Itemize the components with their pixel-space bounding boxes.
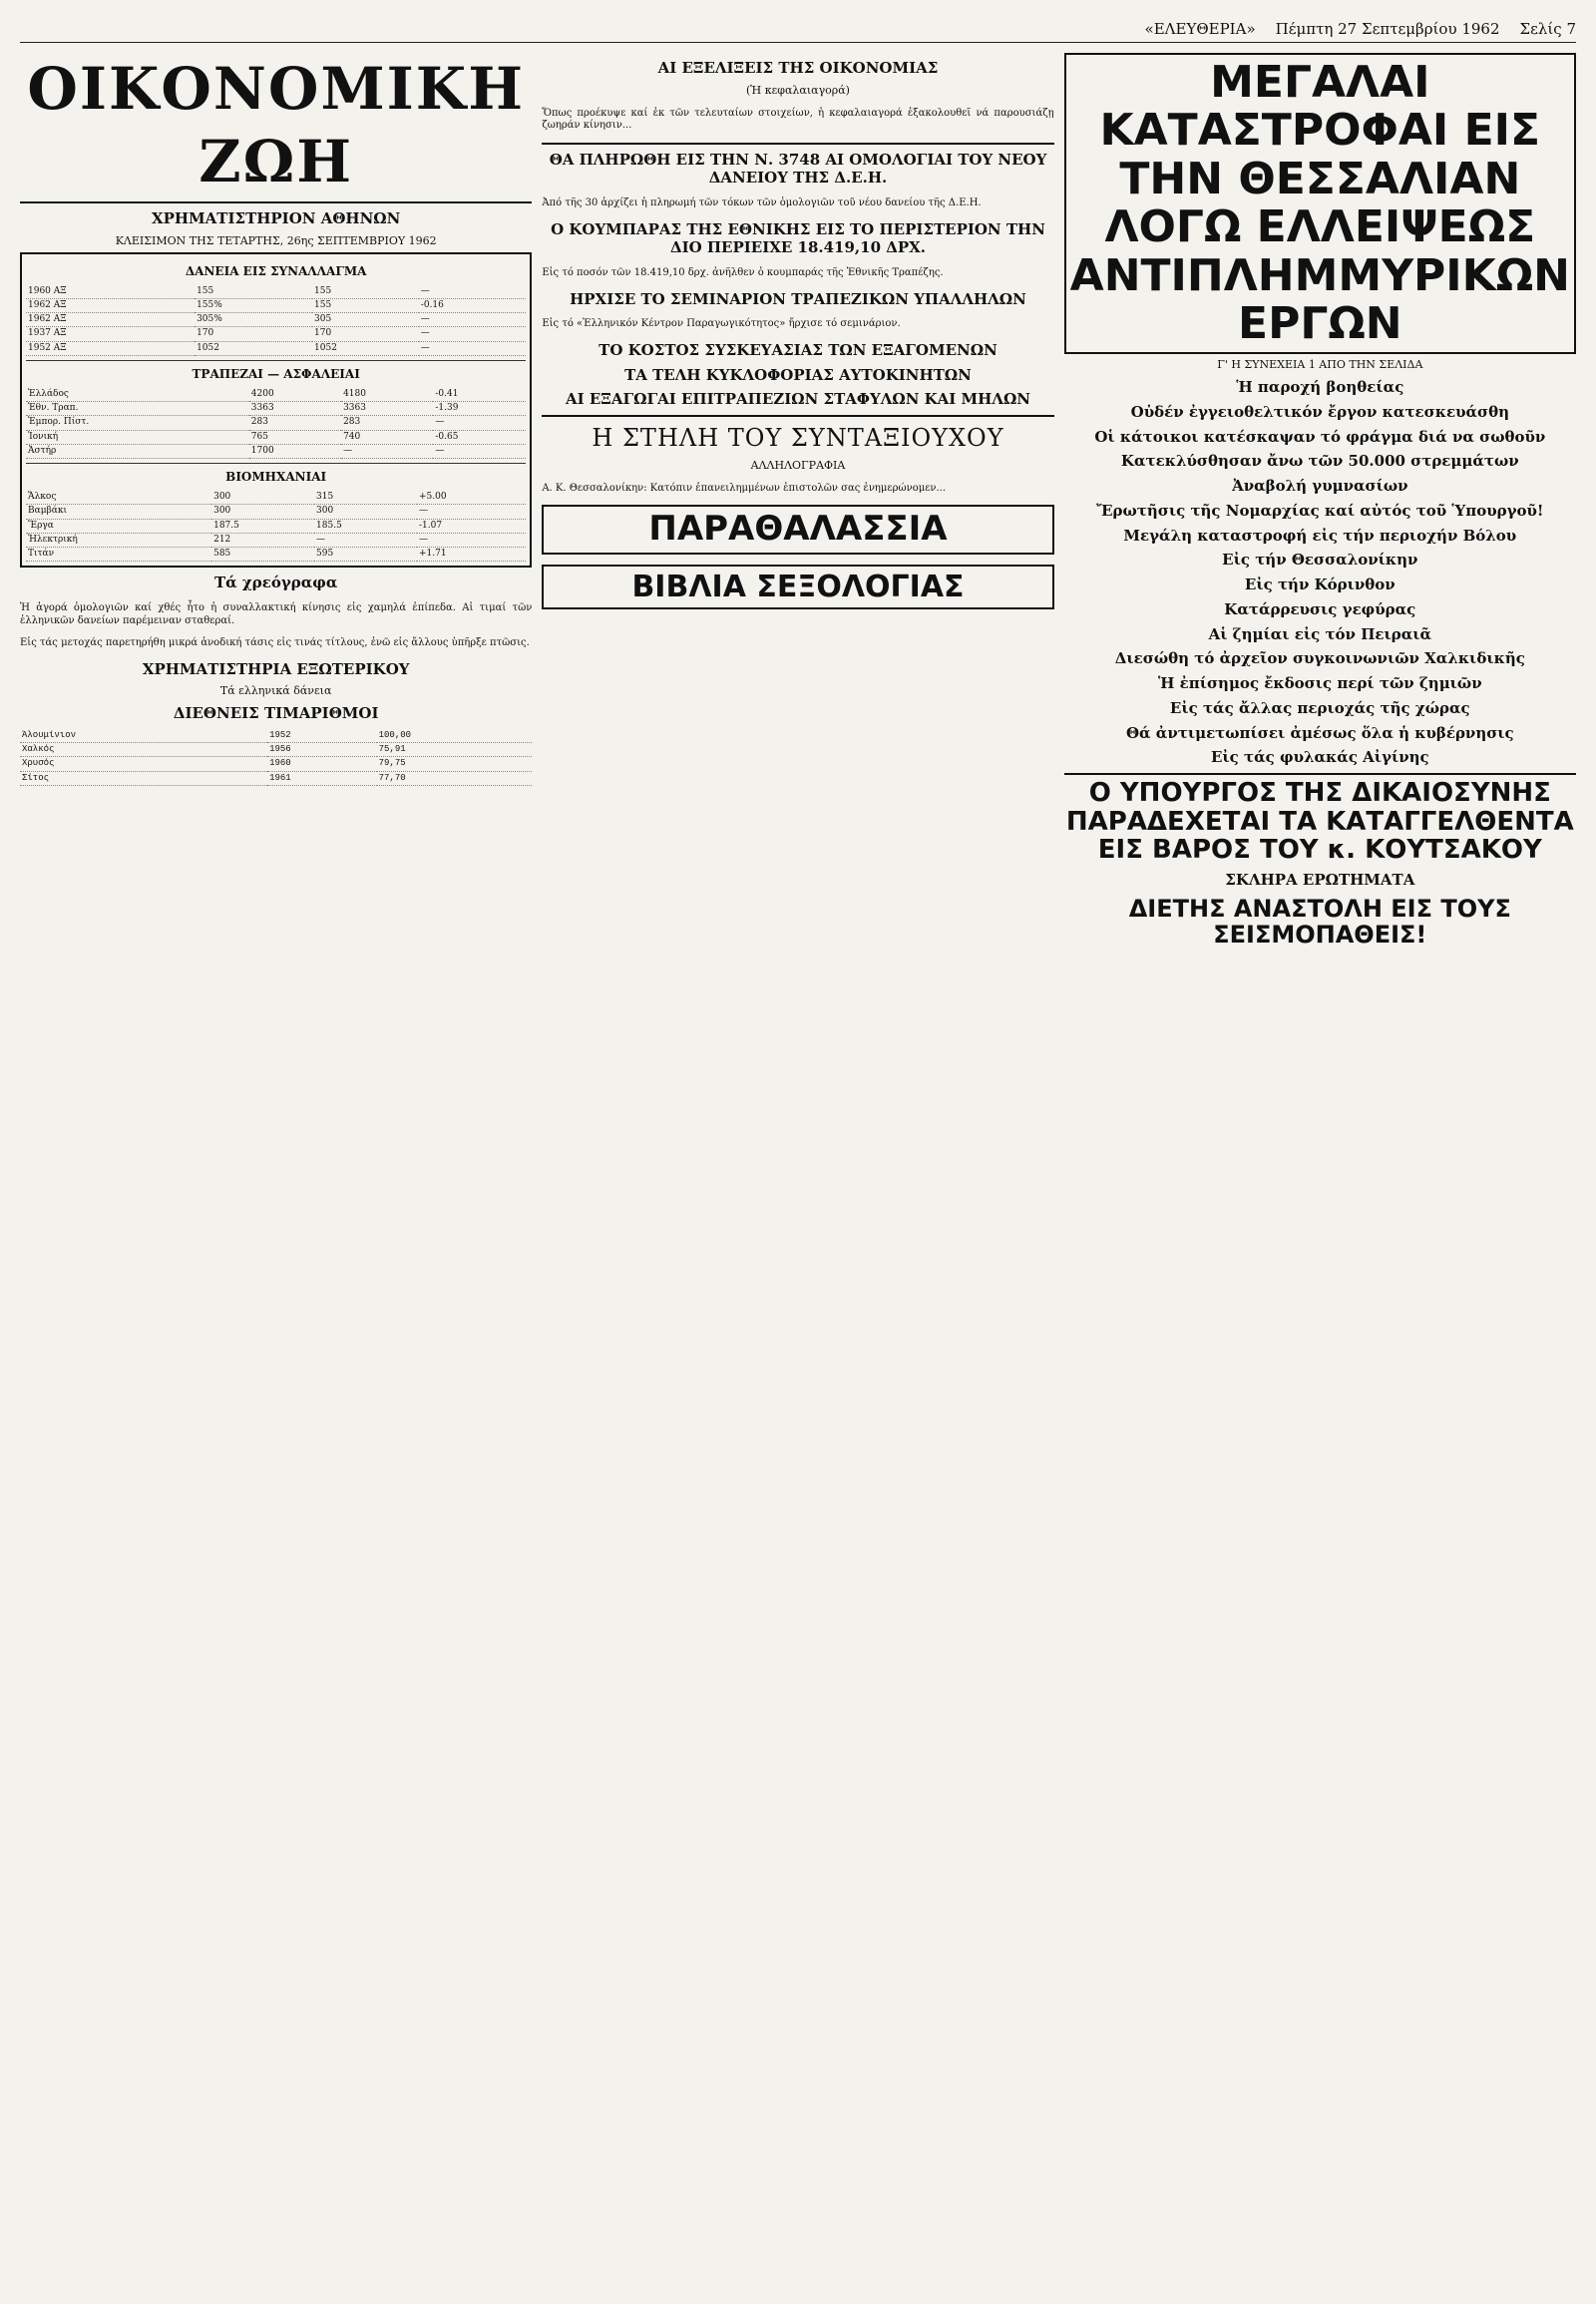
- exchange-tables: [20, 252, 532, 569]
- international-index-title: ΔΙΕΘΝΕΙΣ ΤΙΜΑΡΙΘΜΟΙ: [173, 704, 379, 722]
- sub-government: Θά ἀντιμετωπίσει ἀμέσως ὅλα ἡ κυβέρνησις: [1125, 723, 1514, 742]
- story-piggybank: Ο ΚΟΥΜΠΑΡΑΣ ΤΗΣ ΕΘΝΙΚΗΣ ΕΙΣ ΤΟ ΠΕΡΙΣΤΕΡΙΟΝ ΤΗΝ ΔΙΟ ΠΕΡΙΕΙΧΕ 18.419,10 ΔΡΧ.: [551, 219, 1045, 257]
- earthquake-headline: ΔΙΕΤΗΣ ΑΝΑΣΤΟΛΗ ΕΙΣ ΤΟΥΣ ΣΕΙΣΜΟΠΑΘΕΙΣ!: [1128, 894, 1511, 950]
- justice-headline: Ο ΥΠΟΥΡΓΟΣ ΤΗΣ ΔΙΚΑΙΟΣΥΝΗΣ ΠΑΡΑΔΕΧΕΤΑΙ ΤΑ ΚΑΤΑΓΓΕΛΘΕΝΤΑ ΕΙΣ ΒΑΡΟΣ ΤΟΥ κ. ΚΟΥΤΣΑΚΟΥ: [1065, 778, 1574, 866]
- column-title: ΑΙ ΕΞΕΛΙΞΕΙΣ ΤΗΣ ΟΙΚΟΝΟΜΙΑΣ: [657, 59, 939, 77]
- foreign-exchange-title: ΧΡΗΜΑΤΙΣΤΗΡΙΑ ΕΞΩΤΕΡΙΚΟΥ: [142, 659, 410, 678]
- issue-date: Πέμπτη 27 Σεπτεμβρίου 1962: [1275, 20, 1500, 38]
- page-number: Σελίς 7: [1519, 20, 1576, 38]
- sub-volos: Μεγάλη καταστροφή εἰς τήν περιοχήν Βόλου: [1123, 526, 1517, 545]
- continued-from: Γ' Η ΣΥΝΕΧΕΙΑ 1 ΑΠΟ ΤΗΝ ΣΕΛΙΔΑ: [1217, 358, 1423, 372]
- story-grapes-apples: ΑΙ ΕΞΑΓΩΓΑΙ ΕΠΙΤΡΑΠΕΖΙΩΝ ΣΤΑΦΥΛΩΝ ΚΑΙ ΜΗΛΩΝ: [565, 390, 1031, 409]
- sub-archive: Διεσώθη τό ἀρχεῖον συγκοινωνιῶν Χαλκιδικῆς: [1114, 649, 1525, 668]
- ad-paralia: ΠΑΡΑΘΑΛΑΣΣΙΑ: [648, 509, 948, 550]
- main-headline-box: [1064, 53, 1576, 354]
- section-title: ΟΙΚΟΝΟΜΙΚΗ ΖΩΗ: [27, 55, 525, 195]
- story-packaging: ΤΟ ΚΟΣΤΟΣ ΣΥΣΚΕΥΑΣΙΑΣ ΤΩΝ ΕΞΑΓΟΜΕΝΩΝ: [598, 340, 998, 359]
- right-column: [1064, 53, 1576, 2247]
- sub-piraeus: Αἱ ζημίαι εἰς τόν Πειραιᾶ: [1208, 624, 1432, 643]
- header-bar: [20, 20, 1576, 43]
- banks-table-title: ΤΡΑΠΕΖΑΙ — ΑΣΦΑΛΕΙΑΙ: [192, 366, 360, 381]
- column-sub: (Ἡ κεφαλαιαγορά): [746, 83, 850, 97]
- paper-name: «ΕΛΕΥΘΕΡΙΑ»: [1144, 20, 1256, 38]
- left-column: ΟΙΚΟΝΟΜΙΚΗ ΖΩΗ ΧΡΗΜΑΤΙΣΤΗΡΙΟΝ ΑΘΗΝΩΝ ΚΛΕΙΣΙΜΟΝ ΤΗΣ ΤΕΤΑΡΤΗΣ, 26ης ΣΕΠΤΕΜΒΡΙΟΥ 1962 ΔΑΝΕΙΑ ΕΙΣ ΣΥΝΑΛΛΑΓΜΑ 1960 ΑΞ 155 155 — 1962 ΑΞ 155% 155 -0.16 1962 ΑΞ 305% 305 — 1937 ΑΞ 170 170 — 1952 ΑΞ 1052 1052 — ΤΡΑΠΕΖΑΙ — ΑΣΦΑΛΕΙΑΙ Ἑλλάδος 4200 4180 -0.41 Ἐθν. Τραπ. 3363 3363 -1.39 Ἐμπορ. Πίστ. 283 283 — Ἰονική 765 740 -0.65 Ἀστήρ 1700 — — ΒΙΟΜΗΧΑΝΙΑΙ Ἄλκος 300 315 +5.00 Βαμβάκι 300 300 — Ἔργα 187.5 185.5 -1.07 Ἠλεκτρική 212 — — Τιτάν 585 595 +1.71 Τά χρεόγραφα Ἡ ἀγορά ὁμολογιῶν καί χθές ἦτο ἡ συναλλακτική κίνησις εἰς χαμηλά ἐπίπεδα. Αἱ τιμαί τῶν ἑλληνικῶν δανείων παρέμειναν σταθεραί. Εἰς τάς μετοχάς παρετηρήθη μικρά ἀνοδική τάσις εἰς τινάς τίτλους, ἐνῶ εἰς ἄλλους ὑπῆρξε πτῶσις. ΧΡΗΜΑΤΙΣΤΗΡΙΑ ΕΞΩΤΕΡΙΚΟΥ Τά ελληνικά δάνεια ΔΙΕΘΝΕΙΣ ΤΙΜΑΡΙΘΜΟΙ Ἀλουμίνιον 1952 100,00 Χαλκός 1956 75,91 Χρυσός 1960 79,75 Σίτος 1961 77,70: [20, 53, 532, 2247]
- loans-table: 1960 ΑΞ 155 155 — 1962 ΑΞ 155% 155 -0.16 1962 ΑΞ 305% 305 — 1937 ΑΞ 170 170 — 1952 ΑΞ 1052 1052 —: [26, 285, 526, 356]
- story-dei-bonds: ΘΑ ΠΛΗΡΩΘΗ ΕΙΣ ΤΗΝ Ν. 3748 ΑΙ ΟΜΟΛΟΓΙΑΙ ΤΟΥ ΝΕΟΥ ΔΑΝΕΙΟΥ ΤΗΣ Δ.Ε.Η.: [549, 150, 1047, 188]
- sub-bridge: Κατάρρευσις γεφύρας: [1224, 599, 1416, 618]
- sub-dam-breach: Οἱ κάτοικοι κατέσκαψαν τό φράγμα διά να σωθοῦν: [1094, 427, 1546, 446]
- story-vehicle-tax: ΤΑ ΤΕΛΗ ΚΥΚΛΟΦΟΡΙΑΣ ΑΥΤΟΚΙΝΗΤΩΝ: [624, 365, 972, 384]
- exchange-title: ΧΡΗΜΑΤΙΣΤΗΡΙΟΝ ΑΘΗΝΩΝ: [151, 209, 401, 227]
- sub-thessaloniki: Εἰς τήν Θεσσαλονίκην: [1222, 551, 1418, 570]
- pensioner-column-title: Η ΣΤΗΛΗ ΤΟΥ ΣΥΝΤΑΞΙΟΥΧΟΥ: [592, 424, 1004, 452]
- sub-official: Ἡ ἐπίσημος ἔκδοσις περί τῶν ζημιῶν: [1158, 674, 1482, 693]
- justice-sub: ΣΚΛΗΡΑ ΕΡΩΤΗΜΑΤΑ: [1225, 870, 1415, 889]
- industry-table-title: ΒΙΟΜΗΧΑΝΙΑΙ: [225, 470, 327, 484]
- sub-aid: Ἡ παροχή βοηθείας: [1236, 378, 1404, 397]
- sub-drills: Ἀναβολή γυμνασίων: [1232, 477, 1408, 496]
- ad-books: ΒΙΒΛΙΑ ΣΕΞΟΛΟΓΙΑΣ: [631, 569, 965, 604]
- sub-corinth: Εἰς τήν Κόρινθον: [1244, 576, 1396, 594]
- main-headline: ΜΕΓΑΛΑΙ ΚΑΤΑΣΤΡΟΦΑΙ ΕΙΣ ΤΗΝ ΘΕΣΣΑΛΙΑΝ ΛΟΓΩ ΕΛΛΕΙΨΕΩΣ ΑΝΤΙΠΛΗΜΜΥΡΙΚΩΝ ΕΡΓΩΝ: [1069, 57, 1570, 349]
- prices-table: Ἀλουμίνιον 1952 100,00 Χαλκός 1956 75,91 Χρυσός 1960 79,75 Σίτος 1961 77,70: [20, 729, 532, 786]
- industry-table: Ἄλκος 300 315 +5.00 Βαμβάκι 300 300 — Ἔργα 187.5 185.5 -1.07 Ἠλεκτρική 212 — — Τιτάν 585 595 +1.71: [26, 491, 526, 562]
- pensioner-column-sub: ΑΛΛΗΛΟΓΡΑΦΙΑ: [750, 459, 846, 472]
- sub-no-works: Οὐδέν ἐγγειοθελτικόν ἔργον κατεσκευάσθη: [1130, 402, 1509, 421]
- exchange-sub: ΚΛΕΙΣΙΜΟΝ ΤΗΣ ΤΕΤΑΡΤΗΣ, 26ης ΣΕΠΤΕΜΒΡΙΟΥ 1962: [115, 233, 437, 247]
- sub-other-areas: Εἰς τάς ἄλλας περιοχάς τῆς χώρας: [1169, 698, 1470, 717]
- sub-question: Ἔρωτῆσις τῆς Νομαρχίας καί αὐτός τοῦ Ὑπουργοῦ!: [1096, 501, 1544, 520]
- sub-aigina: Εἰς τάς φυλακάς Αἰγίνης: [1210, 748, 1429, 767]
- story-seminar: ΗΡΧΙΣΕ ΤΟ ΣΕΜΙΝΑΡΙΟΝ ΤΡΑΠΕΖΙΚΩΝ ΥΠΑΛΛΗΛΩΝ: [570, 289, 1026, 308]
- greek-loans-title: Τά ελληνικά δάνεια: [219, 684, 332, 698]
- loans-table-title: ΔΑΝΕΙΑ ΕΙΣ ΣΥΝΑΛΛΑΓΜΑ: [185, 263, 367, 278]
- sub-flooded: Κατεκλύσθησαν ἄνω τῶν 50.000 στρεμμάτων: [1120, 452, 1519, 471]
- middle-column: ΑΙ ΕΞΕΛΙΞΕΙΣ ΤΗΣ ΟΙΚΟΝΟΜΙΑΣ (Ἡ κεφαλαιαγορά) Ὅπως προέκυψε καί ἐκ τῶν τελευταίων στοιχείων, ἡ κεφαλαιαγορά ἐξακολουθεῖ νά παρουσιάζῃ ζωηράν κίνησιν... ΘΑ ΠΛΗΡΩΘΗ ΕΙΣ ΤΗΝ Ν. 3748 ΑΙ ΟΜΟΛΟΓΙΑΙ ΤΟΥ ΝΕΟΥ ΔΑΝΕΙΟΥ ΤΗΣ Δ.Ε.Η. Ἀπό τῆς 30 ἀρχίζει ἡ πληρωμή τῶν τόκων τῶν ὁμολογιῶν τοῦ νέου δανείου τῆς Δ.Ε.Η. Ο ΚΟΥΜΠΑΡΑΣ ΤΗΣ ΕΘΝΙΚΗΣ ΕΙΣ ΤΟ ΠΕΡΙΣΤΕΡΙΟΝ ΤΗΝ ΔΙΟ ΠΕΡΙΕΙΧΕ 18.419,10 ΔΡΧ. Εἰς τό ποσόν τῶν 18.419,10 δρχ. ἀνῆλθεν ὁ κουμπαράς τῆς Ἐθνικῆς Τραπέζης. ΗΡΧΙΣΕ ΤΟ ΣΕΜΙΝΑΡΙΟΝ ΤΡΑΠΕΖΙΚΩΝ ΥΠΑΛΛΗΛΩΝ Εἰς τό «Ἑλληνικόν Κέντρον Παραγωγικότητος» ἤρχισε τό σεμινάριον. ΤΟ ΚΟΣΤΟΣ ΣΥΣΚΕΥΑΣΙΑΣ ΤΩΝ ΕΞΑΓΟΜΕΝΩΝ ΤΑ ΤΕΛΗ ΚΥΚΛΟΦΟΡΙΑΣ ΑΥΤΟΚΙΝΗΤΩΝ ΑΙ ΕΞΑΓΩΓΑΙ ΕΠΙΤΡΑΠΕΖΙΩΝ ΣΤΑΦΥΛΩΝ ΚΑΙ ΜΗΛΩΝ Η ΣΤΗΛΗ ΤΟΥ ΣΥΝΤΑΞΙΟΥΧΟΥ ΑΛΛΗΛΟΓΡΑΦΙΑ Α. Κ. Θεσσαλονίκην: Κατόπιν ἐπανειλημμένων ἐπιστολῶν σας ἐνημερώνομεν... ΠΑΡΑΘΑΛΑΣΣΙΑ ΒΙΒΛΙΑ ΣΕΞΟΛΟΓΙΑΣ: [542, 53, 1053, 2247]
- bonds-title: Τά χρεόγραφα: [213, 574, 338, 592]
- newspaper-page: [20, 20, 1576, 2264]
- banks-table: Ἑλλάδος 4200 4180 -0.41 Ἐθν. Τραπ. 3363 3363 -1.39 Ἐμπορ. Πίστ. 283 283 — Ἰονική 765 740 -0.65 Ἀστήρ 1700 — —: [26, 388, 526, 459]
